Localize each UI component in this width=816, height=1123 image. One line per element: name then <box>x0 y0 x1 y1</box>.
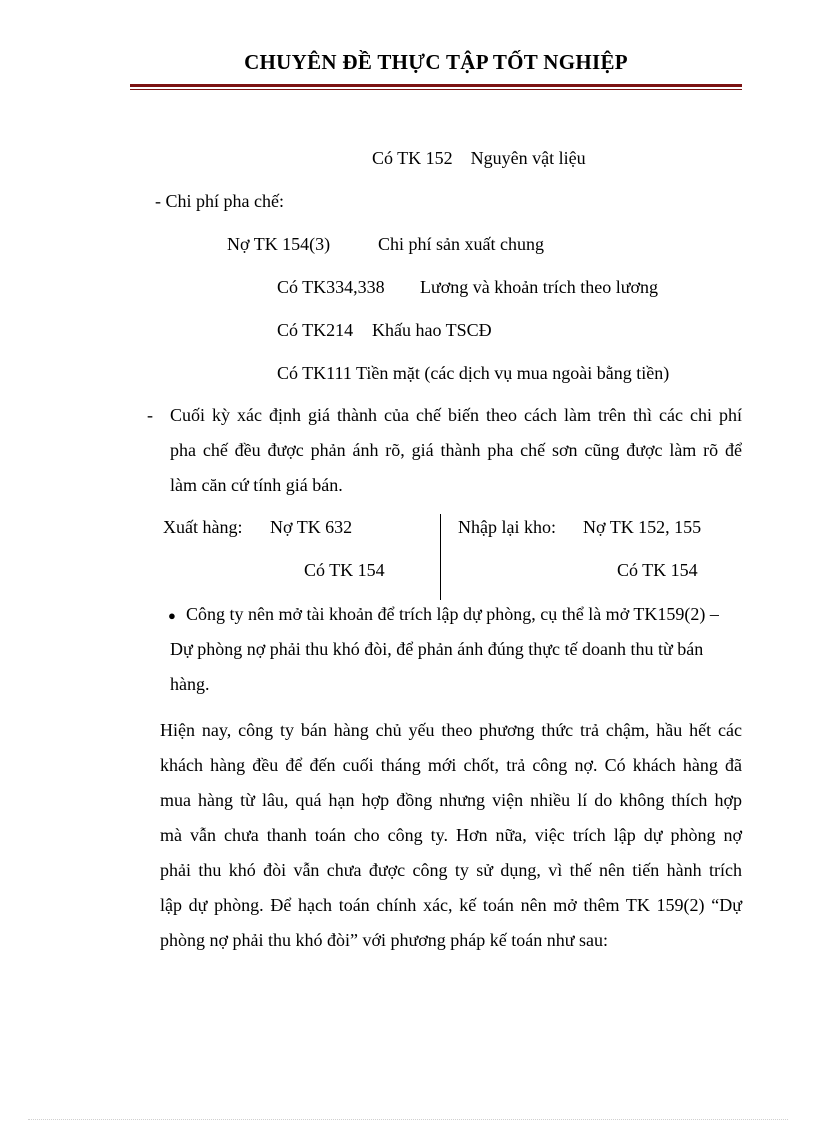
dash-marker: - <box>147 405 153 425</box>
bullet-text-line: hàng. <box>170 674 210 694</box>
section-heading-mixing-cost: - Chi phí pha chế: <box>155 191 284 211</box>
column-divider <box>440 514 441 600</box>
header-rule-thin <box>130 89 742 90</box>
header-rule-thick <box>130 84 742 87</box>
credit-line-tk111: Có TK111 Tiền mặt (các dịch vụ mua ngoài bằng tiền) <box>277 363 670 383</box>
credit-code-tk214: Có TK214 <box>277 320 354 340</box>
page-bottom-edge <box>28 1119 788 1120</box>
export-credit: Có TK 154 <box>304 560 385 580</box>
bullet-icon: ● <box>168 608 176 623</box>
body-paragraph-line: phòng nợ phải thu khó đòi” với phương pháp kế toán như sau: <box>160 930 609 950</box>
body-paragraph-line: khách hàng đều để đến cuối tháng mới chốt, trả công nợ. Có khách hàng đã <box>160 755 742 775</box>
body-paragraph-line: lập dự phòng. Để hạch toán chính xác, kế toán nên mở thêm TK 159(2) “Dự <box>160 895 742 915</box>
bullet-text-line: Dự phòng nợ phải thu khó đòi, để phản ánh đúng thực tế doanh thu từ bán <box>170 639 704 659</box>
return-debit: Nợ TK 152, 155 <box>583 517 702 537</box>
bullet-text-line: Công ty nên mở tài khoản để trích lập dự phòng, cụ thể là mở TK159(2) – <box>186 604 719 624</box>
paragraph-line: làm căn cứ tính giá bán. <box>170 475 343 495</box>
paragraph-line: Cuối kỳ xác định giá thành của chế biến theo cách làm trên thì các chi phí <box>170 405 742 425</box>
page-header-title: CHUYÊN ĐỀ THỰC TẬP TỐT NGHIỆP <box>244 50 628 74</box>
export-label: Xuất hàng: <box>163 517 243 537</box>
body-paragraph-line: Hiện nay, công ty bán hàng chủ yếu theo phương thức trả chậm, hầu hết các <box>160 720 742 740</box>
credit-desc-tk214: Khấu hao TSCĐ <box>372 320 492 340</box>
return-credit: Có TK 154 <box>617 560 698 580</box>
credit-desc-tk334: Lương và khoản trích theo lương <box>420 277 658 297</box>
return-label: Nhập lại kho: <box>458 517 556 537</box>
credit-line-tk152: Có TK 152 Nguyên vật liệu <box>372 148 586 168</box>
paragraph-line: pha chế đều được phản ánh rõ, giá thành pha chế sơn cũng được làm rõ để <box>170 440 742 460</box>
credit-code-tk334: Có TK334,338 <box>277 277 385 297</box>
debit-desc-tk154: Chi phí sản xuất chung <box>378 234 544 254</box>
export-debit: Nợ TK 632 <box>270 517 353 537</box>
body-paragraph-line: mà vẫn chưa thanh toán cho công ty. Hơn nữa, việc trích lập dự phòng nợ <box>160 825 742 845</box>
body-paragraph-line: phải thu khó đòi vẫn chưa được công ty sử dụng, vì thế nên tiến hành trích <box>160 860 742 880</box>
body-paragraph-line: mua hàng từ lâu, quá hạn hợp đồng nhưng viện nhiều lí do không thích hợp <box>160 790 742 810</box>
debit-code-tk154: Nợ TK 154(3) <box>227 234 331 254</box>
